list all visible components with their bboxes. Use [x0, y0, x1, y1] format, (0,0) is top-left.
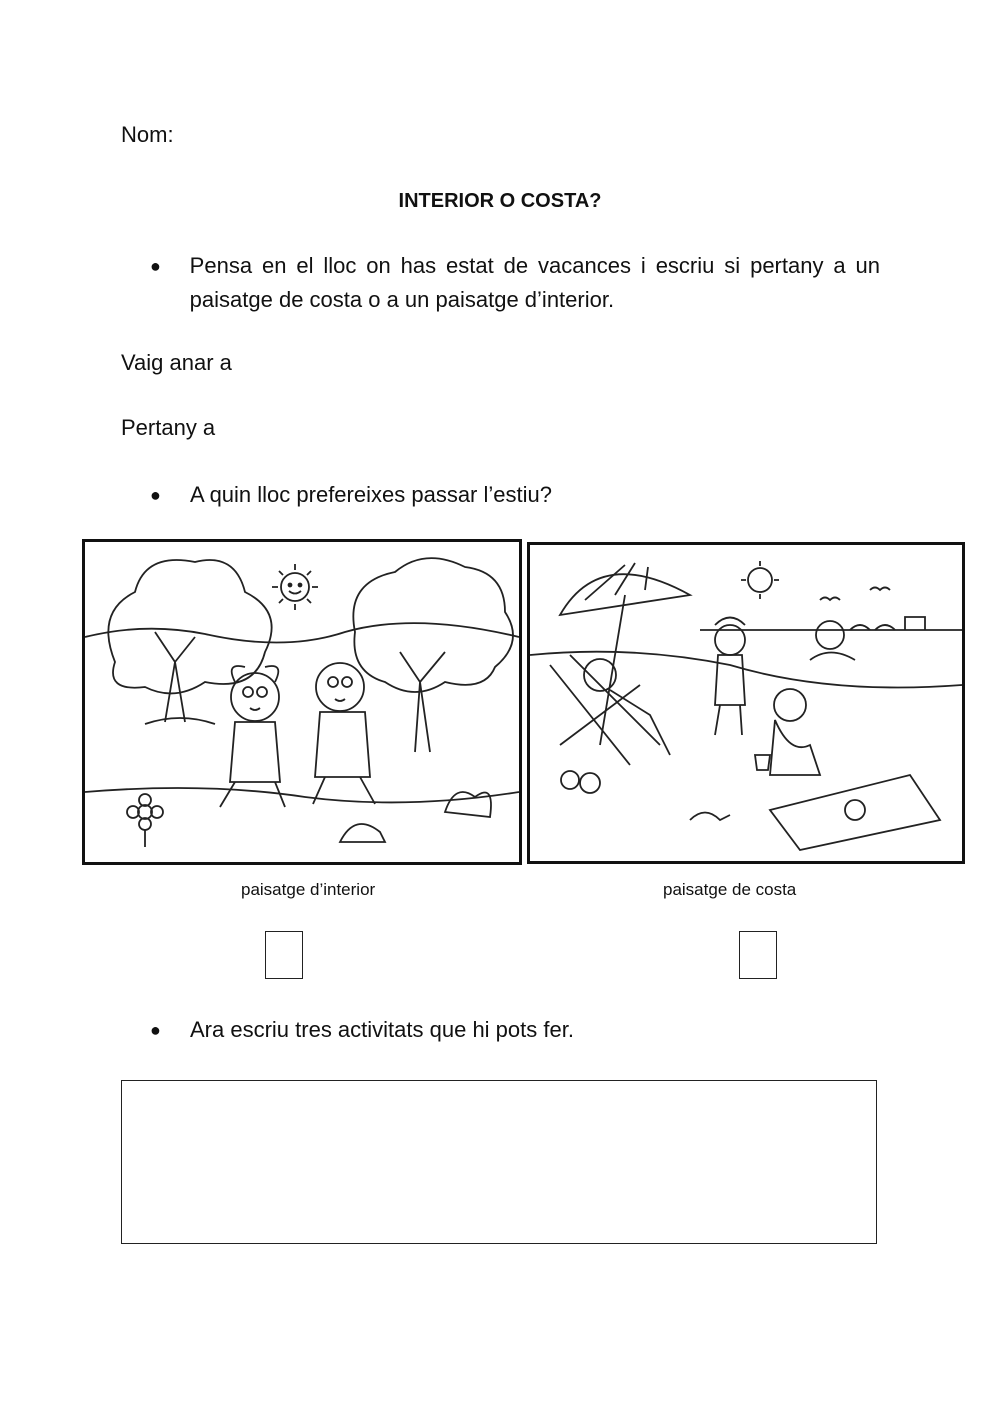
bullet-symbol: ● [150, 256, 161, 276]
page-title: INTERIOR O COSTA? [398, 190, 602, 212]
interior-checkbox[interactable] [265, 931, 303, 979]
instruction-text: Ara escriu tres activitats que hi pots fer. [190, 1017, 574, 1042]
instruction-2 [150, 478, 880, 512]
countryside-coloring-icon [85, 542, 519, 862]
beach-coloring-icon [530, 545, 962, 861]
instruction-3 [150, 1013, 880, 1047]
instruction-text: A quin lloc prefereixes passar l’estiu? [190, 482, 552, 507]
bullet-symbol: ● [150, 485, 161, 505]
bullet-symbol: ● [150, 1020, 161, 1040]
caption-coast: paisatge de costa [663, 880, 797, 899]
instruction-1 [150, 249, 880, 317]
activities-answer-box[interactable] [121, 1080, 877, 1244]
belongs-to-label: Pertany a [121, 415, 216, 440]
instruction-text: Pensa en el lloc on has estat de vacances i escriu si pertany a un paisatge de costa o a un paisatge d’interior. [189, 253, 880, 312]
coast-checkbox[interactable] [739, 931, 777, 979]
name-label: Nom: [121, 122, 174, 147]
went-to-label: Vaig anar a [121, 350, 232, 375]
caption-interior: paisatge d’interior [241, 880, 376, 899]
beach-image [527, 542, 965, 864]
countryside-image [82, 539, 522, 865]
